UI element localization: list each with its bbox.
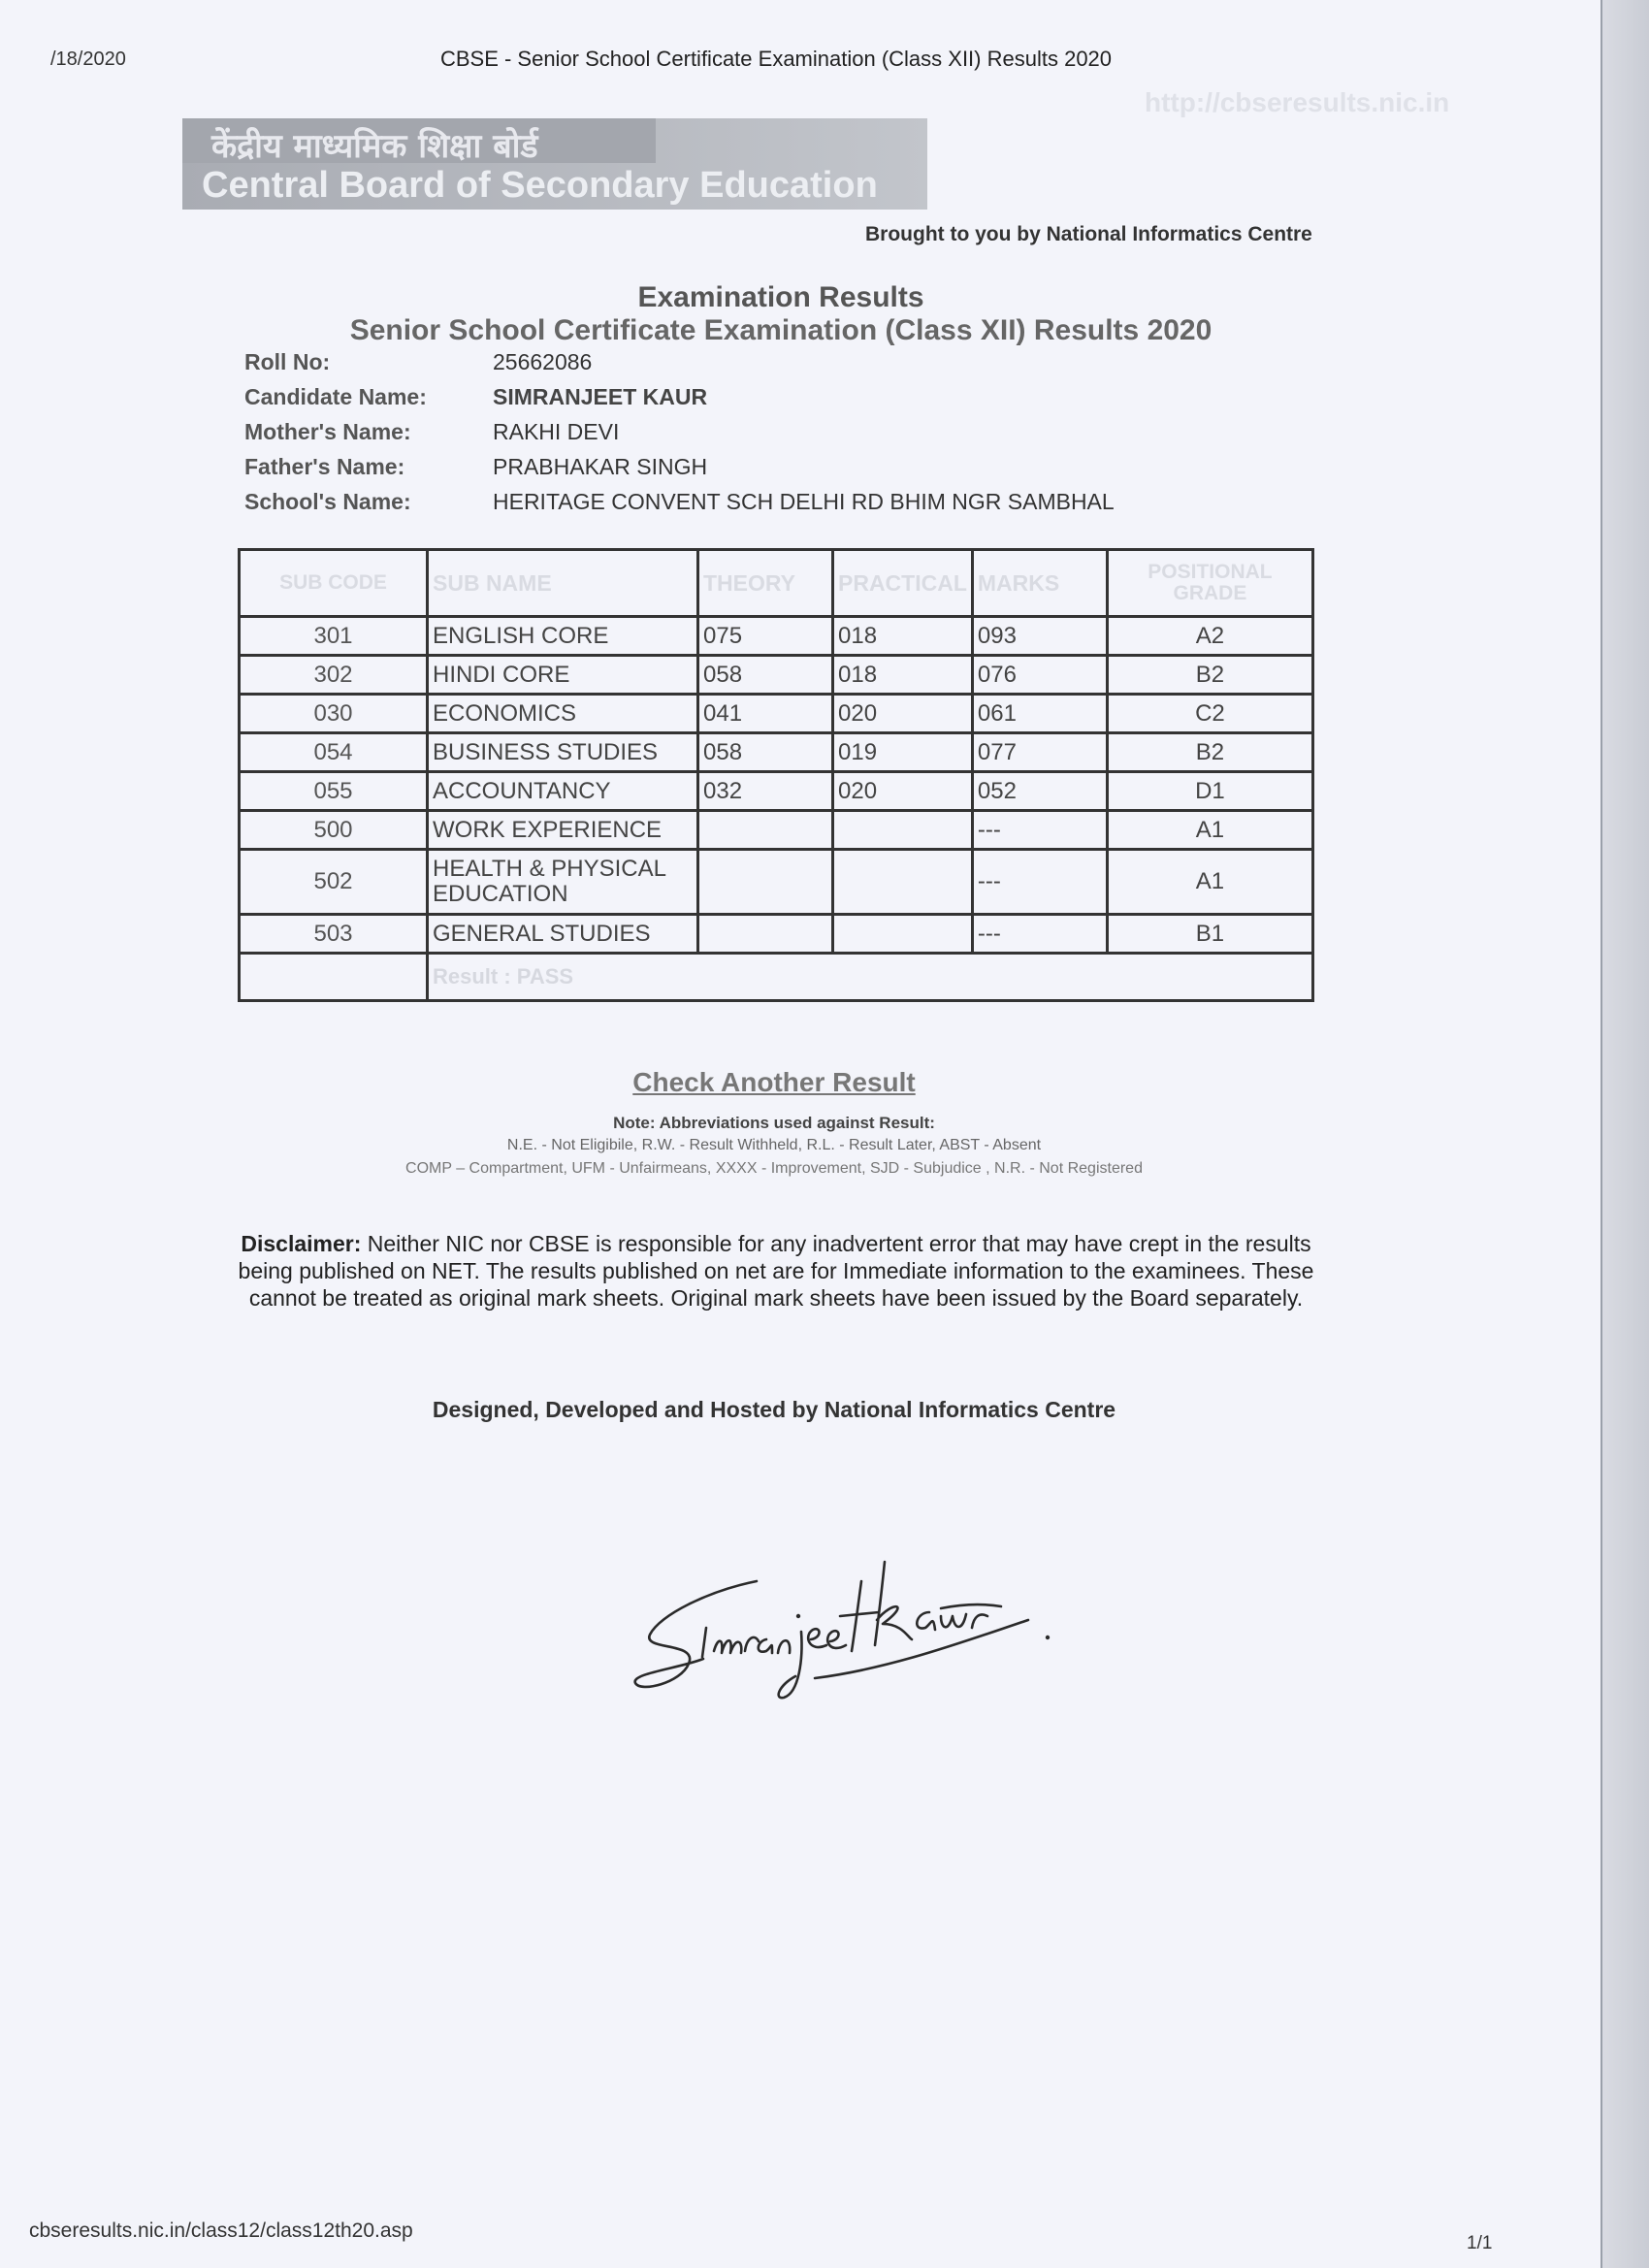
- footer-url: cbseresults.nic.in/class12/class12th20.asp: [29, 2219, 413, 2242]
- info-label: Mother's Name:: [244, 419, 411, 444]
- logo-hindi-text: केंद्रीय माध्यमिक शिक्षा बोर्ड: [211, 127, 538, 166]
- table-row: [240, 695, 1313, 733]
- positional-grade: A2: [1107, 617, 1312, 656]
- header-sub-name: SUB NAME: [428, 550, 698, 617]
- signature-dot: [1046, 1636, 1050, 1639]
- info-row-candidate: [244, 384, 1115, 419]
- subject-code: 302: [240, 656, 428, 695]
- total-marks: 076: [972, 656, 1107, 695]
- practical-marks: 020: [833, 695, 973, 733]
- table-header-row: [240, 550, 1313, 617]
- theory-marks: 058: [698, 733, 833, 772]
- exam-results-subheading: Senior School Certificate Examination (Class XII) Results 2020: [349, 314, 1212, 346]
- theory-marks: 041: [698, 695, 833, 733]
- header-theory: THEORY: [698, 550, 833, 617]
- father-name: PRABHAKAR SINGH: [493, 454, 708, 479]
- candidate-name: SIMRANJEET KAUR: [493, 384, 708, 409]
- designed-by-text: Designed, Developed and Hosted by National Informatics Centre: [432, 1397, 1116, 1422]
- marks-table: [238, 548, 1314, 1002]
- footer-page-number: 1/1: [1467, 2233, 1493, 2253]
- header-sub-code: SUB CODE: [240, 550, 428, 617]
- practical-marks: 020: [833, 772, 973, 811]
- positional-grade: B2: [1107, 733, 1312, 772]
- table-row: [240, 733, 1313, 772]
- header-positional-grade: POSITIONAL GRADE: [1107, 550, 1312, 617]
- result-row: [240, 954, 1313, 1001]
- table-row: [240, 915, 1313, 954]
- roll-number: 25662086: [493, 349, 593, 374]
- subject-name: HINDI CORE: [428, 656, 698, 695]
- theory-marks: [698, 915, 833, 954]
- practical-marks: [833, 915, 973, 954]
- table-row: [240, 656, 1313, 695]
- total-marks: 061: [972, 695, 1107, 733]
- info-label: Candidate Name:: [244, 384, 427, 409]
- subject-code: 500: [240, 811, 428, 850]
- faint-url: http://cbseresults.nic.in: [1145, 87, 1450, 117]
- signature-dot: [796, 1614, 800, 1618]
- abbreviations-line-1: N.E. - Not Eligibile, R.W. - Result Withheld, R.L. - Result Later, ABST - Absent: [506, 1137, 1042, 1153]
- marks-table-body: [240, 617, 1313, 1001]
- info-row-father: [244, 454, 1115, 489]
- theory-marks: [698, 811, 833, 850]
- subject-name: ENGLISH CORE: [428, 617, 698, 656]
- info-row-school: [244, 489, 1115, 524]
- print-date: /18/2020: [50, 49, 126, 70]
- subject-code: 301: [240, 617, 428, 656]
- scan-edge: [1602, 0, 1649, 2268]
- result-status: Result : PASS: [433, 964, 574, 988]
- result-row-empty-cell: [240, 954, 428, 1001]
- positional-grade: D1: [1107, 772, 1312, 811]
- signature-drawing: [621, 1523, 1106, 1717]
- abbreviations-line-2: COMP – Compartment, UFM - Unfairmeans, XXXX - Improvement, SJD - Subjudice , N.R. - Not Registered: [405, 1160, 1143, 1177]
- subject-code: 030: [240, 695, 428, 733]
- table-row: [240, 772, 1313, 811]
- disclaimer-text: Neither NIC nor CBSE is responsible for any inadvertent error that may have crept in the results being published on NET. The results published on net are for Immediate information to the examinees. These cannot be treated as original mark sheets. Original mark sheets have been issued by the Board separately.: [238, 1231, 1314, 1311]
- subject-code: 055: [240, 772, 428, 811]
- positional-grade: B2: [1107, 656, 1312, 695]
- brought-by-text: Brought to you by National Informatics Centre: [865, 223, 1312, 245]
- header-practical: PRACTICAL: [833, 550, 973, 617]
- print-header-title: [0, 47, 1552, 72]
- total-marks: 052: [972, 772, 1107, 811]
- info-label: Roll No:: [244, 349, 331, 374]
- theory-marks: 032: [698, 772, 833, 811]
- total-marks: ---: [972, 850, 1107, 915]
- subject-code: 502: [240, 850, 428, 915]
- info-label: Father's Name:: [244, 454, 405, 479]
- practical-marks: [833, 850, 973, 915]
- logo-english-text: Central Board of Secondary Education: [202, 165, 878, 206]
- practical-marks: [833, 811, 973, 850]
- theory-marks: 075: [698, 617, 833, 656]
- subject-name: BUSINESS STUDIES: [428, 733, 698, 772]
- subject-code: 054: [240, 733, 428, 772]
- abbreviations-note-title: Note: Abbreviations used against Result:: [613, 1114, 935, 1132]
- info-row-roll: [244, 349, 1115, 384]
- table-row: [240, 811, 1313, 850]
- print-header-title-text: CBSE - Senior School Certificate Examination (Class XII) Results 2020: [439, 47, 1113, 71]
- total-marks: ---: [972, 915, 1107, 954]
- subject-name: WORK EXPERIENCE: [428, 811, 698, 850]
- positional-grade: B1: [1107, 915, 1312, 954]
- result-cell: [428, 954, 1313, 1001]
- exam-results-heading: Examination Results: [637, 281, 924, 313]
- subject-name: HEALTH & PHYSICAL EDUCATION: [428, 850, 698, 915]
- subject-name: ECONOMICS: [428, 695, 698, 733]
- disclaimer: [233, 1230, 1319, 1312]
- mother-name: RAKHI DEVI: [493, 419, 620, 444]
- candidate-info: [244, 349, 1115, 524]
- theory-marks: [698, 850, 833, 915]
- table-row: [240, 850, 1313, 915]
- total-marks: ---: [972, 811, 1107, 850]
- school-name: HERITAGE CONVENT SCH DELHI RD BHIM NGR SAMBHAL: [493, 489, 1115, 514]
- disclaimer-label: Disclaimer:: [241, 1231, 362, 1256]
- info-row-mother: [244, 419, 1115, 454]
- cbse-logo-banner: [182, 118, 927, 210]
- practical-marks: 019: [833, 733, 973, 772]
- positional-grade: A1: [1107, 850, 1312, 915]
- positional-grade: A1: [1107, 811, 1312, 850]
- table-row: [240, 617, 1313, 656]
- info-label: School's Name:: [244, 489, 411, 514]
- practical-marks: 018: [833, 656, 973, 695]
- subject-code: 503: [240, 915, 428, 954]
- theory-marks: 058: [698, 656, 833, 695]
- total-marks: 093: [972, 617, 1107, 656]
- positional-grade: C2: [1107, 695, 1312, 733]
- subject-name: ACCOUNTANCY: [428, 772, 698, 811]
- header-marks: MARKS: [972, 550, 1107, 617]
- subject-name: GENERAL STUDIES: [428, 915, 698, 954]
- practical-marks: 018: [833, 617, 973, 656]
- check-another-result-link[interactable]: Check Another Result: [632, 1067, 916, 1097]
- total-marks: 077: [972, 733, 1107, 772]
- handwritten-signature: [621, 1523, 1106, 1722]
